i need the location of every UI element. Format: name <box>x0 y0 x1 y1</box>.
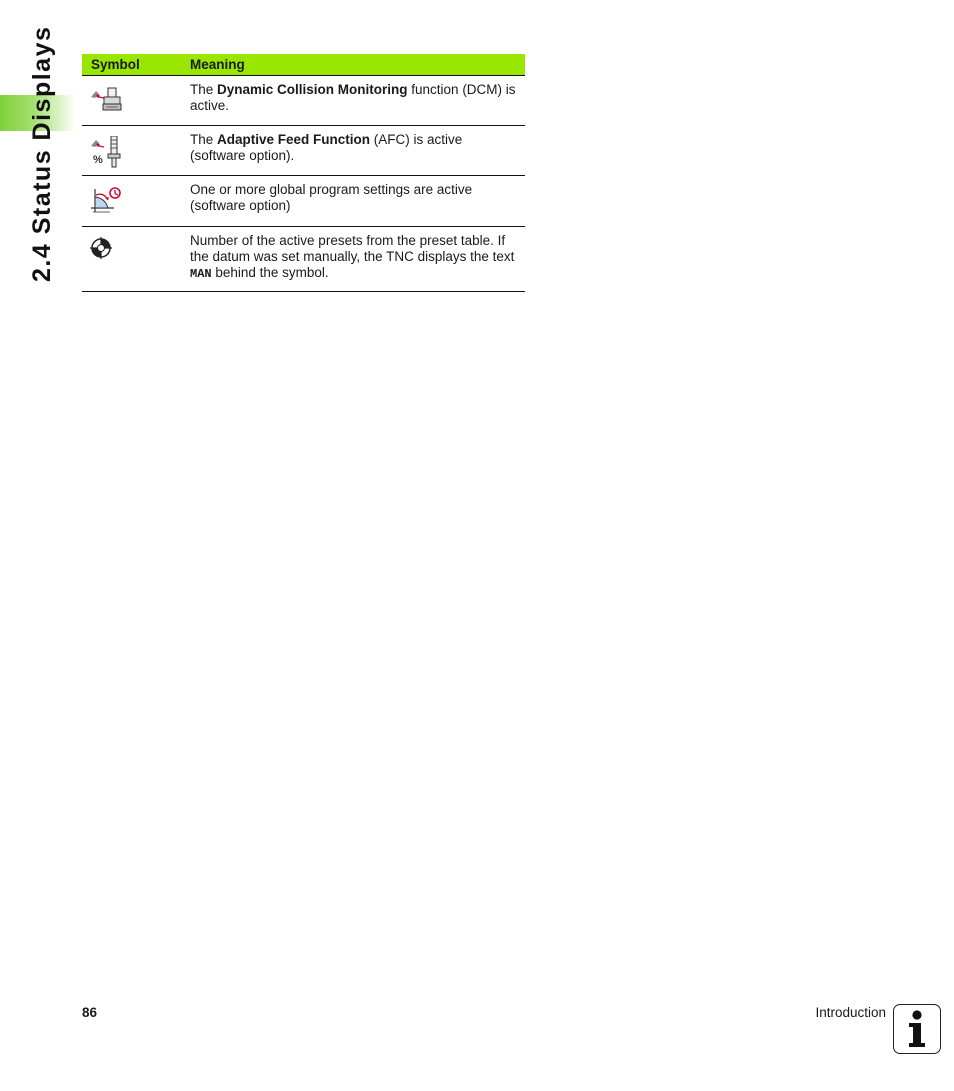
dcm-collision-icon <box>90 86 124 114</box>
page-number: 86 <box>82 1005 98 1020</box>
chapter-name: Introduction <box>815 1005 886 1020</box>
table-row <box>82 227 525 292</box>
row-text-post: behind the symbol. <box>211 265 329 280</box>
preset-crosshair-icon <box>90 237 114 261</box>
symbol-table <box>82 54 525 292</box>
row-text-post: function (DCM) is active. <box>190 82 516 113</box>
row-text-bold: Dynamic Collision Monitoring <box>217 82 408 97</box>
afc-feed-icon <box>90 136 124 168</box>
svg-text:%: % <box>93 154 103 166</box>
info-icon[interactable] <box>893 1004 941 1054</box>
table-row <box>82 126 525 176</box>
info-glyph-icon <box>894 1005 939 1052</box>
header-meaning: Meaning <box>190 54 525 76</box>
table-header-row <box>82 54 525 76</box>
row-text: One or more global program settings are active (software option) <box>190 176 525 227</box>
table-row <box>82 176 525 227</box>
row-text-code: MAN <box>190 267 212 281</box>
header-symbol: Symbol <box>82 54 190 76</box>
row-text-pre: The <box>190 132 218 147</box>
row-text-post: (AFC) is active (software option). <box>190 132 463 163</box>
row-text-bold: Adaptive Feed Function <box>217 132 371 147</box>
row-text-pre: Number of the active presets from the preset table. If the datum was set manually, the TNC displays the text <box>190 233 515 264</box>
row-text-pre: The <box>190 82 218 97</box>
section-title: 2.4 Status Displays <box>28 25 56 282</box>
table-row <box>82 76 525 126</box>
global-settings-icon <box>90 186 124 216</box>
